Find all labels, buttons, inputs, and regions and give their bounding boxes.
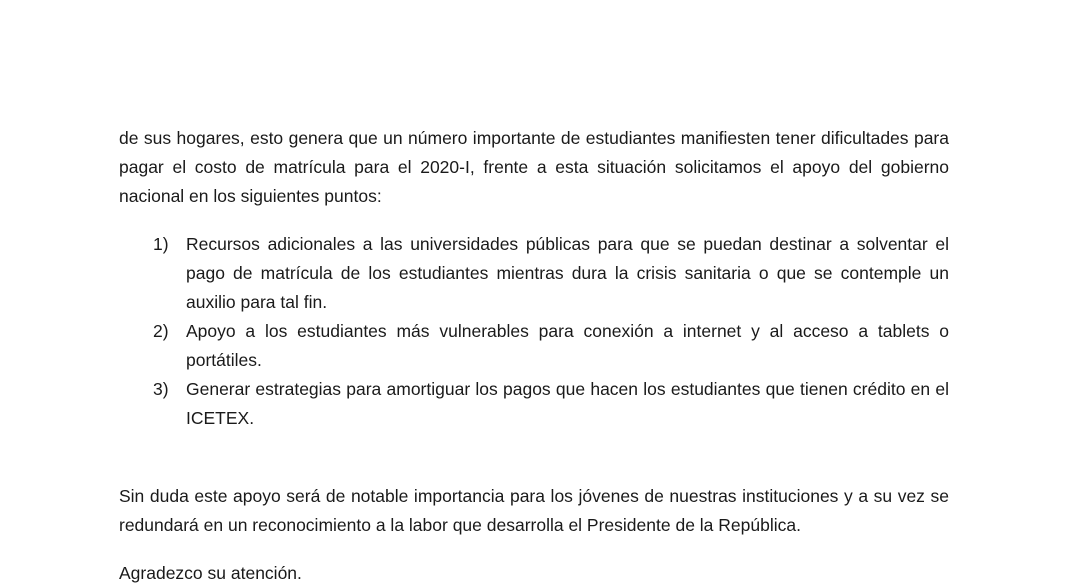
list-item (119, 230, 949, 317)
list-item (119, 375, 949, 433)
intro-paragraph: de sus hogares, esto genera que un número importante de estudiantes manifiesten tener dificultades para pagar el costo de matrícula para el 2020-I, frente a esta situación solicitamos el apoyo del gobierno nacional en los siguientes puntos: (119, 128, 949, 206)
list-item-number: 2) (153, 321, 169, 341)
requests-list (119, 230, 949, 433)
farewell-line: Agradezco su atención. (119, 563, 302, 583)
list-item (119, 317, 949, 375)
list-item-text: Recursos adicionales a las universidades públicas para que se puedan destinar a solventar el pago de matrícula de los estudiantes mientras dura la crisis sanitaria o que se contemple un auxilio para tal fin. (186, 234, 949, 312)
list-item-number: 3) (153, 379, 169, 399)
closing-paragraph: Sin duda este apoyo será de notable importancia para los jóvenes de nuestras instituciones y a su vez se redundará en un reconocimiento a la labor que desarrolla el Presidente de la República. (119, 486, 949, 535)
list-item-text: Generar estrategias para amortiguar los pagos que hacen los estudiantes que tienen crédito en el ICETEX. (186, 379, 949, 428)
list-item-number: 1) (153, 234, 169, 254)
list-item-text: Apoyo a los estudiantes más vulnerables para conexión a internet y al acceso a tablets o portátiles. (186, 321, 949, 370)
